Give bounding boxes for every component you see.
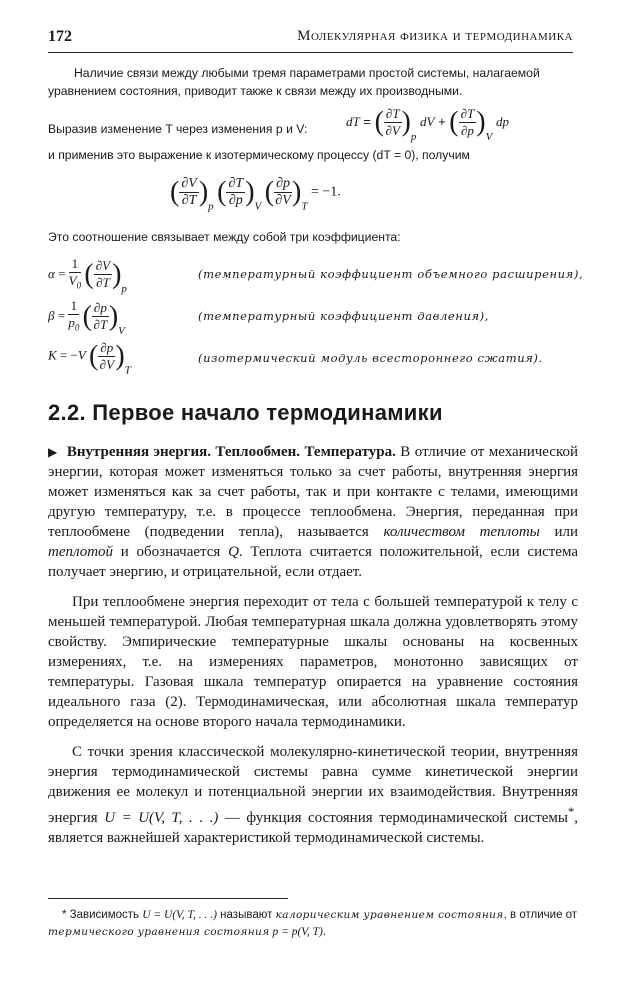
k-description: (изотермический модуль всестороннего сжатия). [198,351,543,365]
body-text [48,442,578,848]
footnote: * Зависимость U = U(V, T, . . .) называют калорическим уравнением состояния, в отличие от термического уравнения состояния p = p(V, T). [48,909,578,938]
beta-formula: β = $\frac{1}{p_0}$ ( $\frac{\partial p}{\partial T}$ )$_V$ [48,298,125,337]
section-heading: 2.2. Первое начало термодинамики [48,400,443,425]
derivation-lead: Выразив изменение T через изменения p и V: [48,122,308,136]
page-header [48,28,573,50]
alpha-formula: α = $\frac{1}{V_0}$ ( $\frac{\partial V}{\partial T}$ )$_p$ [48,256,127,295]
coefficients-intro: Это соотношение связывает между собой три коэффициента: [48,230,401,244]
coefficient-alpha [48,256,608,296]
term-caloric-equation: калорическим уравнением состояния [275,909,504,921]
paragraph-temperature-scales: При теплообмене энергия переходит от тела с большей температурой к телу с меньшей температурой. Любая температурная шкала должна удовлетворять этому свойству. Эмпирические температурные шкалы основаны на косвенных измерениях, т.е. на измерениях параметров, монотонно зависящих от температуры. Газовая шкала температур опирается на уравнение состояния идеального газа (2). Термодинамическая, или абсолютная шкала температур определяется на основе второго начала термодинамики. [48,594,578,730]
alpha-description: (температурный коэффициент объемного расширения), [198,267,584,281]
running-title: Молекулярная физика и термодинамика [297,28,573,44]
intro-paragraph: Наличие связи между любыми тремя параметрами простой системы, налагаемой уравнением состояния, приводит также к связи между их производными. [48,66,540,98]
term-thermal-equation: термического уравнения состояния [48,926,270,938]
paragraph-internal-energy: ▶ Внутренняя энергия. Теплообмен. Температура. В отличие от механической энергии, которая может изменяться только за счет работы, внутренняя энергия может изменяться как за счет работы, так и при контакте с телами, имеющими другую температуру, т.е. в процессе теплообмена. Энергия, переданная при теплообмене (подведении тепла), называется количеством теплоты или теплотой и обозначается Q. Теплота считается положительной, если система получает энергию, и отрицательной, если отдает. [48,444,579,580]
term-heat: теплотой [48,544,114,560]
header-rule [48,52,573,53]
beta-description: (температурный коэффициент давления), [198,309,490,323]
bullet-triangle-icon: ▶ [48,445,58,459]
term-heat-quantity: количеством теплоты [383,524,540,540]
derivation-tail: и применив это выражение к изотермическому процессу (dT = 0), получим [48,148,470,162]
footnote-rule [48,898,288,899]
run-in-heading: Внутренняя энергия. Теплообмен. Температура. [66,444,396,460]
triple-product-rhs: = −1. [310,184,341,200]
coefficient-beta [48,298,608,338]
footnote-marker[interactable]: * [568,805,575,819]
dT-expression: dT = ( $\frac{\partial T}{\partial V}$ )$_p$ dV + ( $\frac{\partial T}{\partial p}$ )$_V$ dp [346,106,509,143]
k-formula: K = −V ( $\frac{\partial p}{\partial V}$ )$_T$ [48,340,131,377]
page-number: 172 [48,28,72,45]
triple-product-equation: ( $\frac{\partial V}{\partial T}$ )$_p$ ( $\frac{\partial T}{\partial p}$ )$_V$ ( $\frac{\partial p}{\partial V}$ )$_T = -1$. [170,176,341,213]
coefficient-k [48,340,608,380]
paragraph-kinetic-theory: С точки зрения классической молекулярно-кинетической теории, внутренняя энергия термодинамической системы равна сумме кинетической энергии движения ее молекул и потенциальной энергии их взаимодействия. Внутренняя энергия U = U(V, T, . . .) — функция состояния термодинамической системы*, является важнейшей характеристикой термодинамической системы. [48,744,578,846]
